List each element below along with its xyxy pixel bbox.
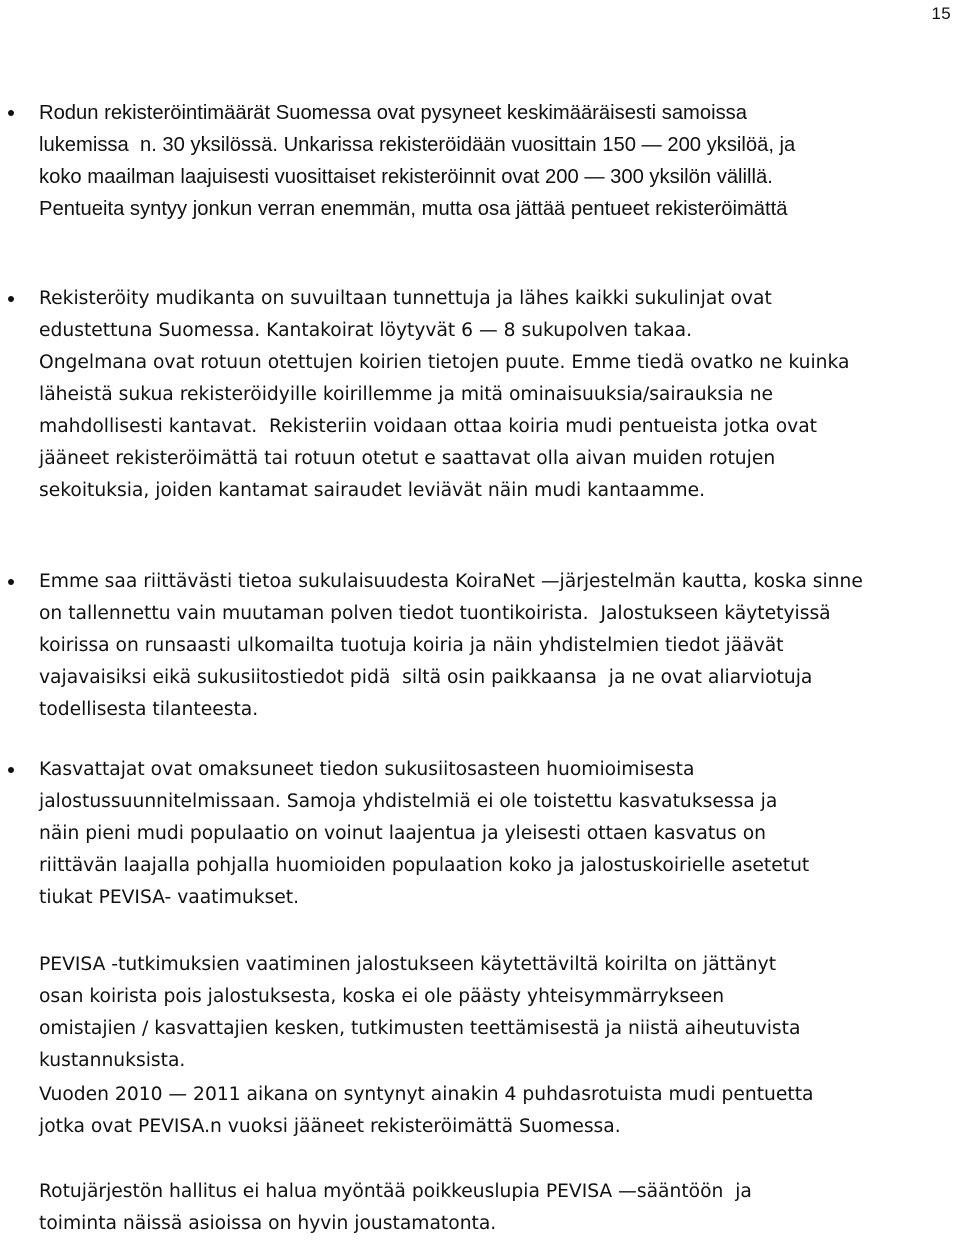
bullet-marker (8, 579, 14, 585)
paragraph-breed-board (39, 1176, 939, 1240)
bullet-marker (8, 110, 14, 116)
paragraph-pevisa-requirements (39, 949, 939, 1077)
text-line: Kasvattajat ovat omaksuneet tiedon sukusiitosasteen huomioimisesta (39, 759, 695, 780)
paragraph-unregistered-litters (39, 1079, 939, 1143)
text-line: tiukat PEVISA- vaatimukset. (39, 887, 300, 908)
page-number: 15 (931, 4, 951, 23)
text-line: osan koirista pois jalostuksesta, koska ei ole päästy yhteisymmärrykseen (39, 986, 725, 1007)
text-line: PEVISA -tutkimuksien vaatiminen jalostukseen käytettäviltä koirilta on jättänyt (39, 954, 777, 975)
text-line: koko maailman laajuisesti vuosittaiset rekisteröinnit ovat 200 — 300 yksilön välillä. (39, 166, 773, 188)
text-line: omistajien / kasvattajien kesken, tutkimusten teettämisestä ja niistä aiheutuvista (39, 1018, 801, 1039)
text-line: riittävän laajalla pohjalla huomioiden populaation koko ja jalostuskoirielle asetetut (39, 855, 810, 876)
text-line: lukemissa n. 30 yksilössä. Unkarissa rekisteröidään vuosittain 150 — 200 yksilöä, ja (39, 134, 796, 156)
text-line: Vuoden 2010 — 2011 aikana on syntynyt ainakin 4 puhdasrotuista mudi pentuetta (39, 1084, 814, 1105)
text-line: jääneet rekisteröimättä tai rotuun otetut e saattavat olla aivan muiden rotujen (39, 448, 776, 469)
text-line: edustettuna Suomessa. Kantakoirat löytyvät 6 — 8 sukupolven takaa. (39, 320, 693, 341)
text-line: on tallennettu vain muutaman polven tiedot tuontikoirista. Jalostukseen käytetyissä (39, 603, 831, 624)
text-line: Rekisteröity mudikanta on suvuiltaan tunnettuja ja lähes kaikki sukulinjat ovat (39, 288, 772, 309)
text-line: vajavaisiksi eikä sukusiitostiedot pidä siltä osin paikkaansa ja ne ovat aliarviotuja (39, 667, 813, 688)
paragraph-registration-numbers (39, 97, 939, 225)
paragraph-breeders (39, 754, 939, 914)
text-line: Rotujärjestön hallitus ei halua myöntää poikkeuslupia PEVISA —sääntöön ja (39, 1181, 752, 1202)
text-line: toiminta näissä asioissa on hyvin joustamatonta. (39, 1213, 497, 1234)
text-line: sekoituksia, joiden kantamat sairaudet leviävät näin mudi kantaamme. (39, 480, 706, 501)
paragraph-registered-stock (39, 283, 939, 507)
text-line: mahdollisesti kantavat. Rekisteriin voidaan ottaa koiria mudi pentueista jotka ovat (39, 416, 817, 437)
text-line: Emme saa riittävästi tietoa sukulaisuudesta KoiraNet —järjestelmän kautta, koska sinne (39, 571, 863, 592)
text-line: jotka ovat PEVISA.n vuoksi jääneet rekisteröimättä Suomessa. (39, 1116, 621, 1137)
text-line: Pentueita syntyy jonkun verran enemmän, mutta osa jättää pentueet rekisteröimättä (39, 198, 788, 220)
text-line: Ongelmana ovat rotuun otettujen koirien tietojen puute. Emme tiedä ovatko ne kuinka (39, 352, 850, 373)
text-line: koirissa on runsaasti ulkomailta tuotuja koiria ja näin yhdistelmien tiedot jäävät (39, 635, 784, 656)
text-line: läheistä sukua rekisteröidyille koirillemme ja mitä ominaisuuksia/sairauksia ne (39, 384, 774, 405)
text-line: todellisesta tilanteesta. (39, 699, 259, 720)
paragraph-koiranet-info (39, 566, 939, 726)
bullet-marker (8, 767, 14, 773)
text-line: Rodun rekisteröintimäärät Suomessa ovat pysyneet keskimääräisesti samoissa (39, 102, 747, 124)
text-line: jalostussuunnitelmissaan. Samoja yhdistelmiä ei ole toistettu kasvatuksessa ja (39, 791, 778, 812)
text-line: kustannuksista. (39, 1050, 186, 1071)
text-line: näin pieni mudi populaatio on voinut laajentua ja yleisesti ottaen kasvatus on (39, 823, 766, 844)
bullet-marker (8, 296, 14, 302)
